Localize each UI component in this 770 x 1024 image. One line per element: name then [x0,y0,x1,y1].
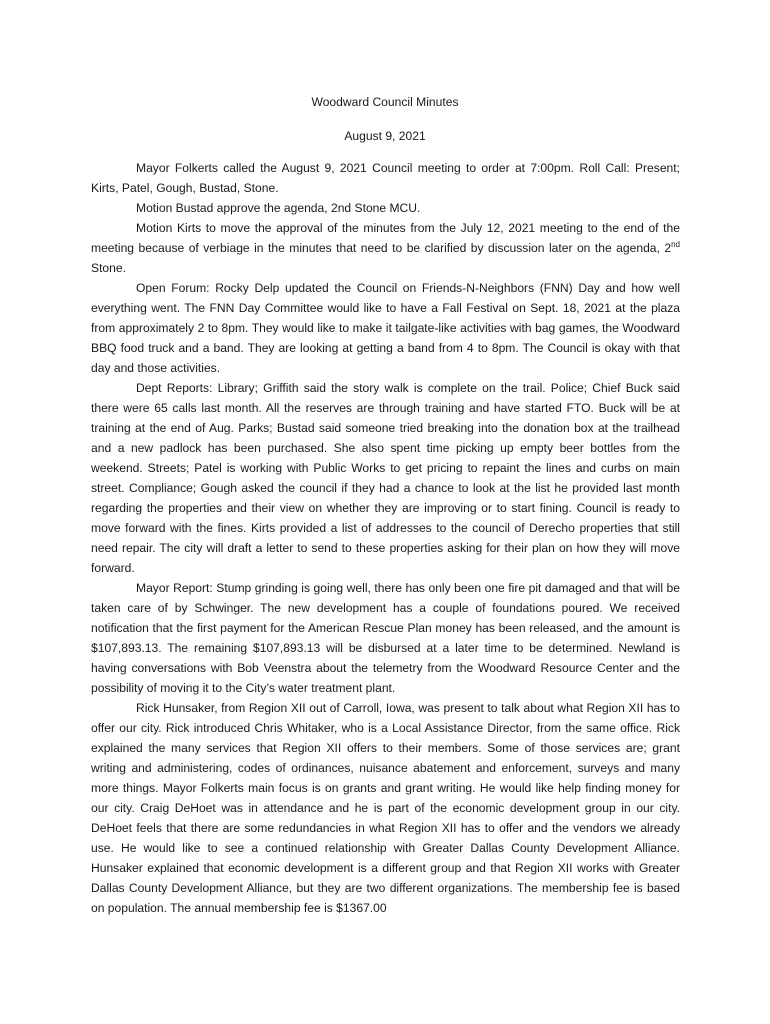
mayor-report-paragraph: Mayor Report: Stump grinding is going well, there has only been one fire pit damaged and that will be taken care of by Schwinger. The new development has a couple of foundations poured. We received notification that the first payment for the American Rescue Plan money has been released, and the amount is $107,893.13. The remaining $107,893.13 will be disbursed at a later time to be determined. Newland is having conversations with Bob Veenstra about the telemetry from the Woodward Resource Center and the possibility of moving it to the City’s water treatment plant. [91,581,680,695]
minutes-motion-paragraph [91,218,680,278]
minutes-motion-tail: Stone. [91,261,126,275]
meeting-date: August 9, 2021 [344,129,426,143]
ordinal-suffix: nd [671,240,680,249]
minutes-motion-text: Motion Kirts to move the approval of the minutes from the July 12, 2021 meeting to the end of the meeting because of verbiage in the minutes that need to be clarified by discussion later on the agenda, 2 [91,221,680,255]
agenda-motion-paragraph: Motion Bustad approve the agenda, 2nd Stone MCU. [136,201,421,215]
dept-reports-paragraph: Dept Reports: Library; Griffith said the story walk is complete on the trail. Police; Chief Buck said there were 65 calls last month. All the reserves are through training and have started FTO. Buck will be at training at the end of Aug. Parks; Bustad said someone tried breaking into the donation box at the trailhead and a new padlock has been purchased. She also spent time picking up empty beer bottles from the weekend. Streets; Patel is working with Public Works to get pricing to repaint the lines and curbs on main street. Compliance; Gough asked the council if they had a chance to look at the list he provided last month regarding the properties and their view on whether they are improving or to start fining. Council is ready to move forward with the fines. Kirts provided a list of addresses to the council of Derecho properties that still need repair. The city will draft a letter to send to these properties asking for their plan on how they will move forward. [91,381,680,575]
call-to-order-paragraph: Mayor Folkerts called the August 9, 2021 Council meeting to order at 7:00pm. Roll Call: Present; Kirts, Patel, Gough, Bustad, Stone. [91,161,680,195]
document-title: Woodward Council Minutes [311,95,459,109]
open-forum-paragraph: Open Forum: Rocky Delp updated the Council on Friends-N-Neighbors (FNN) Day and how well everything went. The FNN Day Committee would like to have a Fall Festival on Sept. 18, 2021 at the plaza from approximately 2 to 8pm. They would like to make it tailgate-like activities with bag games, the Woodward BBQ food truck and a band. They are looking at getting a band from 4 to 8pm. The Council is okay with that day and those activities. [91,281,680,375]
minutes-body [91,158,680,918]
region-xii-paragraph: Rick Hunsaker, from Region XII out of Carroll, Iowa, was present to talk about what Region XII has to offer our city. Rick introduced Chris Whitaker, who is a Local Assistance Director, from the same office. Rick explained the many services that Region XII offers to their members. Some of those services are; grant writing and administering, codes of ordinances, nuisance abatement and enforcement, surveys and many more things. Mayor Folkerts main focus is on grants and grant writing. He would like help finding money for our city. Craig DeHoet was in attendance and he is part of the economic development group in our city. DeHoet feels that there are some redundancies in what Region XII has to offer and the vendors we already use. He would like to see a continued relationship with Greater Dallas County Development Alliance. Hunsaker explained that economic development is a different group and that Region XII works with Greater Dallas County Development Alliance, but they are two different organizations. The membership fee is based on population. The annual membership fee is $1367.00 [91,701,680,915]
